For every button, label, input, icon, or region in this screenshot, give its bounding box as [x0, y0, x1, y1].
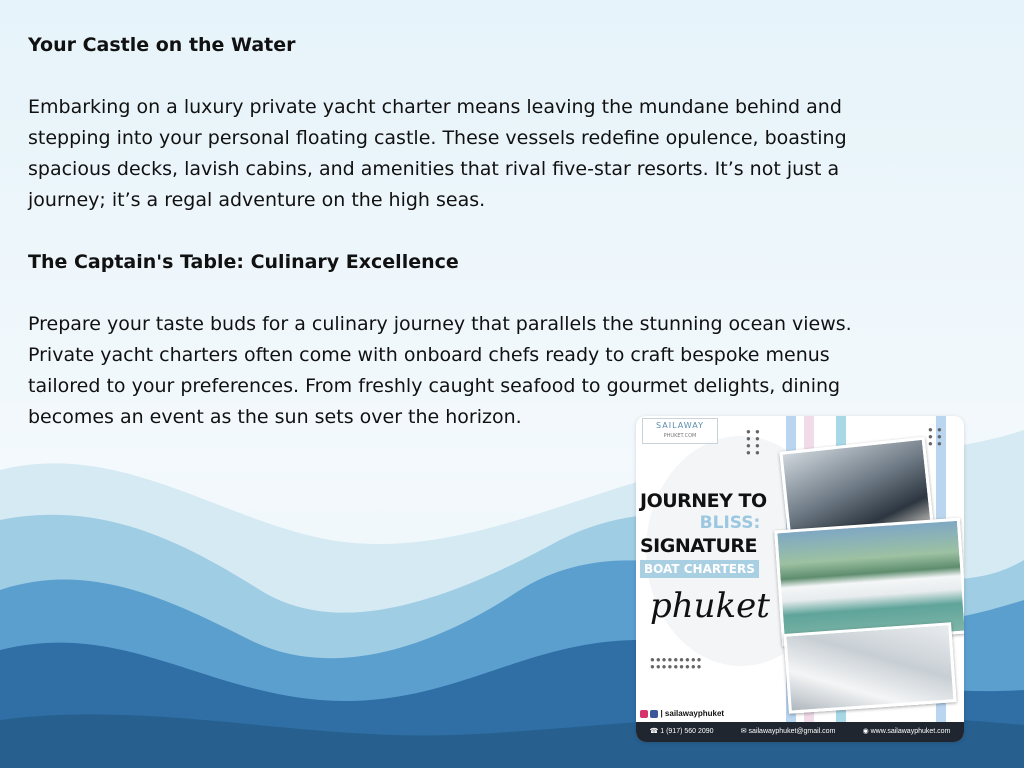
- promo-headline: [640, 490, 780, 578]
- email-address: sailawayphuket@gmail.com: [748, 728, 836, 735]
- email-info: [741, 722, 836, 742]
- globe-icon: ◉: [862, 728, 869, 735]
- dot-pattern: ●●●●●●●●● ●●●●●●●●●: [650, 655, 703, 671]
- paragraph-line: spacious decks, lavish cabins, and amenities that rival five-star resorts. It’s not just a: [28, 158, 840, 180]
- logo-text: SAILAWAY: [656, 421, 704, 430]
- facebook-icon: [650, 710, 658, 718]
- headline-line: BOAT CHARTERS: [640, 560, 759, 578]
- instagram-icon: [640, 710, 648, 718]
- spacer: [28, 61, 988, 92]
- section-heading: Your Castle on the Water: [28, 34, 296, 56]
- brand-logo: [642, 418, 718, 444]
- paragraph-line: Private yacht charters often come with onboard chefs ready to craft bespoke menus: [28, 344, 830, 366]
- promo-image: [636, 416, 964, 742]
- contact-bar: [636, 722, 964, 742]
- paragraph-line: becomes an event as the sun sets over the horizon.: [28, 406, 522, 428]
- dot-pattern: ● ● ● ● ● ● ● ●: [746, 427, 761, 457]
- social-bar: [636, 706, 964, 722]
- paragraph-line: journey; it’s a regal adventure on the high seas.: [28, 189, 486, 211]
- website-info: [863, 722, 951, 742]
- logo-subtext: PHUKET.COM: [663, 433, 697, 439]
- mail-icon: ✉: [740, 728, 747, 735]
- paragraph-line: stepping into your personal floating castle. These vessels redefine opulence, boasting: [28, 127, 847, 149]
- script-word: phuket: [650, 586, 770, 626]
- dot-pattern: ● ● ● ● ● ●: [928, 425, 943, 448]
- paragraph-line: Prepare your taste buds for a culinary journey that parallels the stunning ocean views.: [28, 313, 852, 335]
- spacer: [28, 278, 988, 309]
- phone-number: 1 (917) 560 2090: [660, 728, 714, 735]
- section-heading: The Captain's Table: Culinary Excellence: [28, 251, 459, 273]
- social-handle: | sailawayphuket: [660, 709, 725, 718]
- article-text: [28, 30, 988, 433]
- phone-info: [650, 722, 714, 742]
- headline-line: BLISS:: [699, 513, 761, 533]
- yacht-deck-photo: [783, 622, 956, 714]
- headline-line: SIGNATURE: [640, 535, 757, 557]
- phone-icon: ☎: [649, 728, 659, 735]
- paragraph-line: Embarking on a luxury private yacht charter means leaving the mundane behind and: [28, 96, 842, 118]
- spacer: [28, 216, 988, 247]
- paragraph-line: tailored to your preferences. From freshly caught seafood to gourmet delights, dining: [28, 375, 841, 397]
- headline-line: JOURNEY TO: [640, 490, 767, 512]
- website-url: www.sailawayphuket.com: [870, 728, 951, 735]
